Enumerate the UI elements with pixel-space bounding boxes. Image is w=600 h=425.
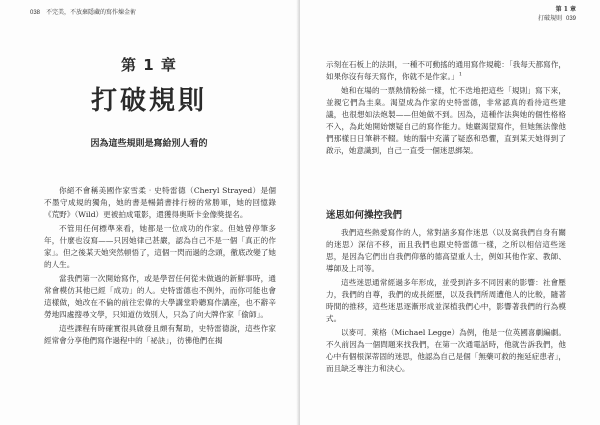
left-page-number: 038 [30,10,41,16]
left-running-head-title: 不完美，不放棄隱藏的寫作煉金術 [45,9,136,16]
left-page [0,0,298,425]
chapter-title: 打破規則 [90,86,207,116]
left-body-text [44,185,276,349]
right-page-number: 039 [565,16,576,22]
right-page [300,0,600,425]
right-paragraph: 我們這些熱愛寫作的人，常對諸多寫作迷思（以及窩我們自身有關的迷思）深信不移，而且我們也跟史特雷德一樣，之所以相信這些迷思，是因為它們出自我們仰慕的德高望重人士，例如其他作家、教師、導師及上司等。 [326,228,566,273]
chapter-subtitle: 因為這些規則是寫給別人看的 [90,139,208,149]
chapter-number: 第 1 章 [121,56,177,74]
right-paragraph: 她和在場的一票熱情粉絲一樣，忙不迭地把這些「規則」寫下來，並親它們為圭臬。渴望成為作家的史特雷德，非常認真的看待這些建議，也很想如法炮製——但她做不到。因為，這種作法與她的個性格格不入，為此她開始懷疑自己的寫作能力。她嚴渴望寫作，但她無法像他們那樣日日筆耕不輟。她的腦中充滿了疑惑和恐懼，直到某天她得到了啟示，她意識到，自己一直受一個迷思綁架。 [326,86,566,155]
right-running-head-title: 打破規則 [537,15,562,22]
right-paragraph: 以麥可．萊格（Michael Legge）為例，他是一位英國喜劇編劇。不久前因為一個問題來找我們，在第一次通電話時，他就告訴我們，他心中有個根深蒂固的迷思，他認為自己是個「無藥可救的拖延症患者」，而且缺乏專注力和決心。 [326,328,566,373]
right-running-head-chapter: 第 1 章 [555,6,576,13]
left-paragraph: 不管用任何標準來看，她都是一位成功的作家。但她曾停筆多年，什麼也沒寫——只因她律己甚嚴，認為自己不是一個「真正的作家」。但之後某天她突然頓悟了，這個一閃而過的念頭，徹底改變了她的人生。 [44,224,276,269]
left-running-head [30,7,136,16]
section-heading: 迷思如何操控我們 [326,210,403,221]
right-paragraph [326,59,566,83]
left-paragraph: 這些課程有時確實很具啟發且頗有幫助，史特雷德說，這些作家經常會分享他們寫作過程中的「祕訣」，彷彿他們在揭 [44,324,276,345]
right-paragraph-text: 示刻在石板上的法則，一種不可動搖的通用寫作規範：「我每天都寫作，如果你沒有每天寫作，你就不是作家。」 [326,60,566,81]
right-paragraph: 這些迷思通常經過多年形成，並受到許多不同因素的影響：社會壓力，我們的自尊，我們的成長經歷，以及我們所周遭他人的比較，隨著時間的推移，這些迷思逐漸形成並深植我們心中，影響著我們的行為模式。 [326,278,566,323]
right-running-head [538,6,576,22]
left-paragraph: 當我們第一次開始寫作，或是學習任何從未做過的新鮮事時，通常會模仿其他已經「成功」的人。史特雷德也不例外，而你可能也會這樣做，她改在不倫的前往宏偉的大學講堂聆聽寫作講座，也不辭辛勞地四處搜尋文學，只知道仿效別人，只為了向大牌作家「偷師」。 [44,274,276,319]
right-top-text [326,59,566,159]
right-bottom-text [326,227,566,377]
footnote-marker: 1 [458,71,463,78]
left-paragraph: 你絕不會稱美國作家雪柔‧史特雷德（Cheryl Strayed）是個不墨守成規的獨角，她的書是暢銷書排行榜的常勝軍，她的回憶錄《荒野》（Wild）更被拍成電影，還獲得奧斯卡金像獎提名。 [44,186,276,219]
